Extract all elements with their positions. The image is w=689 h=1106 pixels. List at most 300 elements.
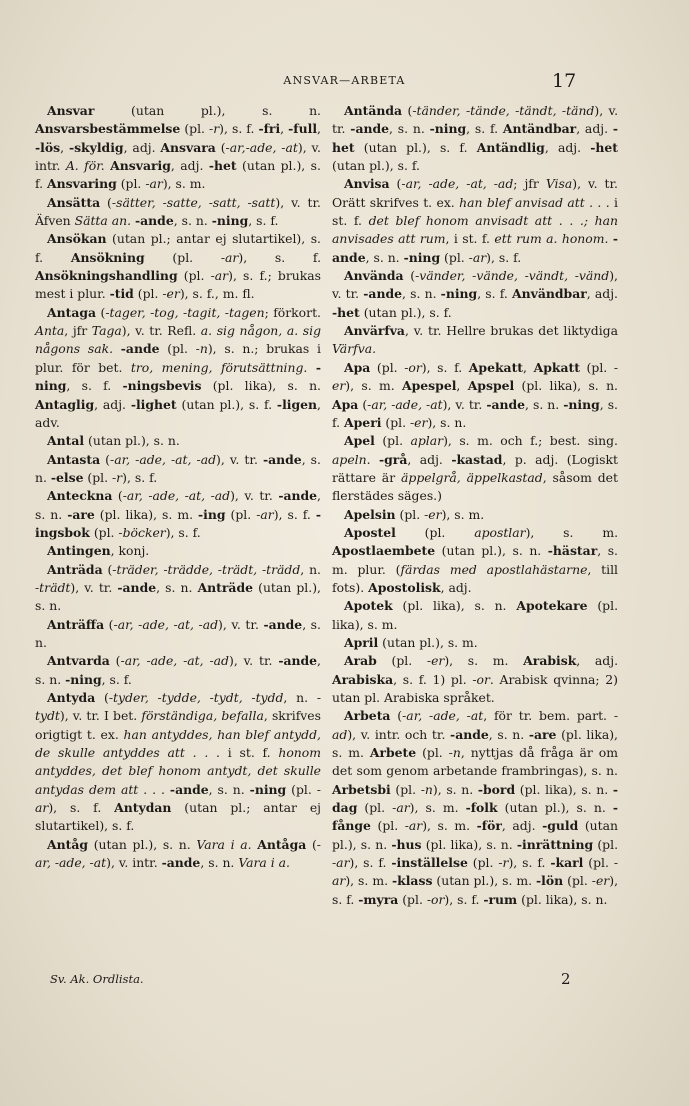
entry-text: ( — [390, 708, 403, 724]
headword: -inrättning — [516, 836, 594, 852]
headword: Antändbar — [502, 121, 577, 137]
headword: -klass — [392, 873, 433, 889]
inflection-text: -ar, -ade, -at, -ad — [120, 653, 229, 669]
entry-text: ( — [215, 139, 226, 155]
entry-text: ), s. f.; brukas mest i plur. — [35, 268, 322, 302]
entry-text: (pl. lika), s. n. — [201, 378, 321, 394]
headword: -ande — [486, 396, 526, 412]
headword: Antåg — [47, 836, 89, 852]
headword: -ing — [198, 506, 226, 522]
dictionary-entry — [332, 175, 618, 267]
entry-text: ), s. f. — [219, 121, 259, 137]
entry-text: , n. — [300, 561, 321, 577]
entry-text: ( — [403, 268, 416, 284]
headword: -are — [67, 506, 95, 522]
inflection-text: Sätta an. — [74, 213, 132, 229]
headword: Arabisk — [523, 653, 577, 669]
headword: Arab — [344, 653, 377, 669]
headword: -ande — [135, 213, 174, 229]
entry-text: , s. n. — [365, 249, 404, 265]
headword: Antaga — [47, 304, 97, 320]
signature-mark: Sv. Ak. Ordlista. — [50, 972, 144, 986]
inflection-text: -ar, -ade, -at, -ad — [110, 451, 217, 467]
headword: Antändlig — [476, 139, 545, 155]
headword: Ansvaring — [47, 176, 117, 192]
headword: Användbar — [512, 286, 587, 302]
headword: Anträffa — [47, 616, 105, 632]
entry-text: i st. f. — [220, 745, 279, 761]
inflection-text: -er — [162, 286, 180, 302]
inflection-text: -ar — [332, 855, 619, 889]
headword: -ligen — [276, 396, 318, 412]
headword: Apa — [344, 359, 371, 375]
inflection-text: Taga — [91, 323, 122, 339]
entry-text: (utan pl.), s. n. — [84, 433, 180, 449]
inflection-text: -ar,-ade, -at — [225, 139, 298, 155]
headword: -ande — [120, 341, 160, 357]
dictionary-entry — [332, 102, 618, 175]
entry-text: , s. f. 1) pl. — [393, 671, 473, 687]
inflection-text: -ar — [404, 818, 423, 834]
entry-text: , s. n. — [200, 855, 239, 871]
headword: Ansökningshandling — [35, 268, 178, 284]
headword: Ansökan — [47, 231, 107, 247]
entry-text: , nyttjas då fråga är om det som genom arbetande frambringas), s. n. — [332, 745, 618, 779]
entry-text: , s. n. — [156, 579, 198, 595]
inflection-text: -ar, -ade, -at — [402, 708, 484, 724]
inflection-text: -er — [426, 653, 445, 669]
entry-text: (utan pl.; antar ej slutartikel), s. f. — [35, 231, 321, 265]
dictionary-entry — [35, 836, 321, 873]
dictionary-entry — [35, 542, 321, 560]
entry-text: ), s. m. — [525, 524, 619, 540]
headword: -ningsbevis — [122, 378, 202, 394]
entry-text: ), s. m. — [409, 800, 466, 816]
entry-text: ), s. m. — [345, 873, 392, 889]
entry-text: (pl. lika), s. n. — [514, 378, 618, 394]
entry-text: (utan pl.), s. n. — [332, 818, 619, 852]
entry-text: (pl. — [357, 800, 393, 816]
headword: Antvarda — [47, 653, 110, 669]
headword: -ning — [35, 359, 321, 394]
headword: Ansvara — [160, 139, 216, 155]
entry-text: ), s. m. — [345, 378, 403, 394]
entry-text: , — [456, 378, 468, 394]
headword: Arbetsbi — [332, 781, 391, 797]
headword: Anträde — [197, 579, 254, 595]
headword: -ning — [65, 671, 102, 687]
entry-text: , adj. — [170, 158, 209, 174]
headword: Anvärfva — [344, 323, 405, 339]
entry-text: (pl. — [177, 268, 211, 284]
entry-text: ), s. f. — [349, 855, 392, 871]
headword: -ande — [161, 855, 201, 871]
entry-text: , adj. — [501, 818, 543, 834]
inflection-text: -r — [209, 121, 220, 137]
headword: -ning — [403, 249, 441, 265]
headword: Anteckna — [47, 488, 113, 504]
headword: -full — [288, 121, 318, 137]
headword: Apekatt — [468, 359, 524, 375]
entry-text: , adj. — [576, 121, 613, 137]
entry-text: , s. n. — [35, 653, 321, 687]
entry-text: (pl. lika), s. m. — [332, 726, 618, 761]
entry-text: ), s. f. — [48, 800, 115, 816]
entry-text: ), v. intr. — [35, 139, 321, 174]
dictionary-entry — [35, 487, 321, 542]
inflection-text: Värfva. — [332, 341, 377, 357]
entry-text: ), s. f., m. fl. — [179, 286, 255, 302]
dictionary-entry — [332, 597, 618, 634]
dictionary-entry — [35, 451, 321, 488]
entry-text: , s. m. plur. ( — [332, 543, 618, 577]
inflection-text: -or — [426, 891, 445, 907]
inflection-text: -ar — [145, 176, 163, 192]
entry-text: (pl. lika), s. m. — [332, 598, 619, 632]
entry-text: ( — [306, 836, 317, 852]
entry-text: ; förkort. — [264, 304, 321, 320]
entry-text: , s. n. — [402, 286, 441, 302]
entry-text: (pl. — [593, 836, 619, 852]
entry-text: ), s. f. — [444, 891, 484, 907]
entry-text: ), v. intr. och tr. — [347, 726, 451, 742]
headword: -ande — [169, 781, 209, 797]
headword: -inställelse — [391, 855, 468, 871]
entry-text: , n. — [283, 690, 317, 705]
headword: -ande — [363, 286, 403, 302]
headword: -ande — [332, 231, 618, 265]
headword: Aperi — [344, 414, 382, 430]
headword: Antända — [344, 103, 403, 118]
headword: Ansätta — [47, 194, 101, 210]
dictionary-entry — [35, 230, 321, 303]
headword: Apotek — [344, 598, 393, 614]
headword: -ning — [249, 781, 287, 797]
entry-text: , v. tr. Hellre brukas det liktydiga — [404, 323, 618, 339]
entry-text: ), s. f. — [486, 249, 522, 265]
entry-text: , för tr. bem. part. — [483, 708, 614, 724]
entry-text: (pl. — [89, 524, 119, 540]
entry-text: , s. n. — [173, 213, 212, 229]
entry-text: (utan pl.; antar ej slutartikel), s. f. — [35, 800, 321, 834]
headword: Arbeta — [344, 708, 391, 724]
headword: -lighet — [130, 396, 177, 412]
inflection-text: tro, mening, förutsättning. — [130, 359, 308, 375]
entry-text: ( — [95, 690, 109, 705]
inflection-text: Visa — [545, 176, 573, 192]
entry-text: , adj. — [586, 286, 618, 302]
inflection-text: -ar — [332, 855, 350, 871]
entry-text: , adj. — [407, 451, 452, 467]
entry-text: , — [317, 121, 321, 137]
headword: Apelsin — [344, 506, 396, 522]
headword: -dag — [332, 781, 618, 816]
entry-text: (utan pl.), s. n. — [94, 103, 321, 118]
dictionary-entry — [332, 267, 618, 322]
entry-text: ( — [96, 304, 106, 320]
headword: -het — [332, 121, 618, 155]
entry-text: ( — [100, 194, 112, 210]
entry-text — [113, 341, 121, 356]
dictionary-entry — [35, 432, 321, 450]
entry-text: (pl. — [370, 818, 405, 834]
inflection-text: -ar — [220, 249, 239, 265]
entry-text: (utan pl.), s. f. — [176, 396, 277, 412]
entry-text: , s. f. — [477, 286, 513, 302]
dictionary-entry — [332, 359, 618, 432]
inflection-text: -böcker — [118, 524, 166, 540]
dictionary-entry — [35, 616, 321, 653]
entry-text: . Arabisk qvinna; 2) utan pl. Arabiska språket. — [332, 671, 618, 705]
dictionary-entry — [332, 634, 618, 652]
entry-text: ; jfr — [513, 176, 546, 192]
entry-text: (pl. — [376, 653, 427, 669]
headword: Apespel — [402, 378, 457, 394]
entry-text: , adj. — [123, 139, 161, 155]
headword: -ning — [429, 121, 467, 137]
inflection-text: han antyddes, han blef antydd, de skulle antyddes att . . . — [35, 726, 321, 761]
headword: Antal — [47, 433, 85, 449]
entry-text: , s. n. — [208, 781, 250, 797]
entry-text: (pl. — [440, 249, 469, 265]
entry-text: , adj. — [94, 396, 131, 412]
headword: -het — [332, 304, 360, 320]
headword: -lös — [35, 139, 61, 155]
inflection-text: -ar — [210, 268, 229, 284]
entry-text: (pl. lika), s. n. — [517, 891, 608, 907]
headword: -ande — [117, 579, 157, 595]
entry-text: (pl. — [159, 341, 196, 357]
headword: -ning — [563, 396, 600, 412]
headword: -myra — [358, 891, 399, 907]
headword: -ande — [278, 653, 318, 669]
entry-text: (pl. lika), s. n. — [421, 836, 517, 852]
entry-text: (pl. lika), s. n. — [392, 598, 517, 614]
entry-text: (utan pl.), s. f. — [354, 139, 477, 155]
entry-text: , konj. — [110, 543, 150, 559]
entry-text: ), s. f. — [421, 359, 469, 375]
headword: Apostlaembete — [332, 543, 436, 559]
entry-text: , s. n. — [488, 726, 529, 742]
inflection-text: -r — [112, 469, 123, 485]
inflection-text: -tager, -tog, -tagit, -tagen — [105, 304, 265, 320]
entry-text: ), v. tr. — [228, 653, 279, 669]
headword: -guld — [542, 818, 579, 834]
inflection-text: äppelgrå, äppelkastad — [401, 469, 543, 485]
headword: Antyda — [47, 690, 96, 705]
entry-text: (pl. lika), s. m. — [94, 506, 199, 522]
headword: -kastad — [451, 451, 503, 467]
headword: -hästar — [547, 543, 598, 559]
headword: Apostolisk — [368, 579, 441, 595]
entry-text: , till fots). — [332, 561, 619, 595]
entry-text: , s. f. — [466, 121, 503, 137]
entry-text: (utan pl.), s. f. — [332, 158, 420, 174]
entry-text: , s. n. — [525, 396, 564, 412]
entry-text: ), s. m. — [422, 818, 477, 834]
entry-text: (pl. lika), s. n. — [515, 781, 613, 797]
headword: -het — [590, 139, 619, 155]
entry-text: , s. f. — [332, 396, 618, 430]
entry-text: (pl. — [398, 891, 427, 907]
dictionary-entry — [332, 652, 618, 707]
headword: -ande — [350, 121, 390, 137]
entry-text: (pl. — [381, 414, 410, 430]
inflection-text: -n — [448, 745, 461, 761]
entry-text: ), s. m. och f.; best. sing. — [443, 433, 618, 449]
headword: -hus — [391, 836, 422, 852]
entry-text: ), s. f. — [332, 873, 619, 907]
headword: -grå — [379, 451, 408, 467]
entry-text: (pl. — [395, 524, 475, 540]
inflection-text: -ar — [392, 800, 410, 816]
headword: Apotekare — [516, 598, 588, 614]
entry-text: ( — [109, 653, 121, 669]
entry-text: i st. f. — [332, 194, 619, 229]
entry-text: , s. f. — [101, 671, 132, 687]
entry-text: (pl. — [144, 249, 221, 265]
headword: -ingsbok — [35, 506, 321, 540]
headword: -else — [50, 469, 84, 485]
inflection-text: a. sig någon, a. sig någons sak. — [35, 323, 322, 357]
headword: -ande — [450, 726, 489, 742]
right-column — [332, 102, 618, 909]
entry-text: (pl. — [583, 855, 614, 871]
entry-text: (pl. — [286, 781, 317, 797]
inflection-text: -ar, -ade, -at, -ad — [113, 616, 219, 632]
headword: Ansvarig — [110, 158, 171, 174]
entry-text: , jfr — [64, 323, 92, 339]
headword: Arbete — [369, 745, 417, 761]
inflection-text: -vänder, -vände, -vändt, -vänd — [415, 268, 610, 284]
entry-text: (utan pl.), s. f. — [359, 304, 452, 320]
dictionary-entry — [35, 194, 321, 231]
inflection-text: han blef anvisad att . . . — [459, 194, 610, 210]
inflection-text: -träder, -trädde, -trädt, -trädd — [112, 561, 301, 577]
entry-text: , såsom det flerstädes säges.) — [332, 469, 618, 504]
entry-text: ), v. tr. — [216, 451, 263, 467]
inflection-text: -or — [404, 359, 422, 375]
entry-text: (utan pl.), s. n. — [35, 579, 321, 614]
entry-text: ( — [402, 103, 413, 118]
inflection-text: honom antyddes, det blef honom antydt, det skulle antydas dem att . . . — [35, 745, 321, 797]
inflection-text: apostlar — [474, 524, 526, 540]
inflection-text: -trädt — [35, 579, 71, 595]
entry-text: ), s. m. — [441, 506, 485, 522]
inflection-text: förständiga, befalla — [141, 708, 264, 724]
headword: -ning — [211, 213, 249, 229]
entry-text: ( — [100, 451, 111, 467]
entry-text: ), s. m. — [444, 653, 524, 669]
entry-text: ), v. tr. Orätt skrifves t. ex. — [332, 176, 618, 210]
inflection-text: -ar, -ade, -at, -ad — [122, 488, 231, 504]
entry-text: (pl. — [83, 469, 112, 485]
entry-text: (utan pl.), s. m. — [432, 873, 537, 889]
dictionary-entry — [35, 689, 321, 836]
entry-text: , — [60, 139, 69, 155]
inflection-text: -tyder, -tydde, -tydt, -tydd — [108, 690, 284, 705]
entry-text: (utan pl.), s. f. — [35, 158, 321, 192]
entry-text: ), s. f. — [122, 469, 158, 485]
entry-text: (pl. — [416, 745, 449, 761]
headword: -fånge — [332, 800, 618, 834]
entry-text: ), v. tr. — [218, 616, 264, 632]
entry-text: (utan pl.), s. n. — [435, 543, 548, 559]
sheet-number: 2 — [561, 970, 571, 988]
headword: Anvisa — [344, 176, 390, 192]
inflection-text: -n — [420, 781, 433, 797]
headword: Apa — [332, 396, 359, 412]
headword: -ning — [440, 286, 478, 302]
headword: Antaglig — [35, 396, 95, 412]
entry-text: ), s. n. — [432, 781, 478, 797]
entry-text: (pl. — [225, 506, 257, 522]
headword: Antydan — [114, 800, 172, 816]
inflection-text: -r — [498, 855, 509, 871]
entry-text: , skrifves origtigt t. ex. — [35, 708, 321, 742]
headword: -ande — [263, 616, 303, 632]
entry-text: , s. n. — [35, 488, 321, 522]
entry-text: , s. n. — [35, 451, 321, 485]
inflection-text: -er — [332, 359, 619, 394]
dictionary-entry — [35, 304, 321, 432]
inflection-text: -ar, -ade, -at — [367, 396, 443, 412]
headword: -folk — [465, 800, 498, 816]
headword: Apspel — [467, 378, 515, 394]
headword: Använda — [344, 268, 404, 284]
entry-text: , — [280, 121, 289, 137]
headword: -tid — [109, 286, 134, 302]
dictionary-entry — [332, 432, 618, 505]
entry-text: (utan pl.), s. m. — [378, 634, 478, 650]
headword: Anträda — [47, 561, 103, 577]
entry-text: ( — [112, 488, 123, 504]
entry-text: ), v. tr. — [332, 103, 619, 137]
headword: Antåga — [257, 836, 307, 852]
inflection-text: -ar — [35, 781, 321, 816]
entry-text: ), s. n. — [427, 414, 467, 430]
headword: -lön — [536, 873, 564, 889]
entry-text: , s. n. — [389, 121, 430, 137]
entry-text: ), s. f. — [508, 855, 551, 871]
entry-text: (pl. — [467, 855, 499, 871]
entry-text: ), s. m. — [162, 176, 206, 192]
inflection-text: -ar — [468, 249, 487, 265]
entry-text: ), s. f. — [273, 506, 316, 522]
entry-text: ( — [102, 561, 113, 577]
inflection-text: -n — [195, 341, 208, 357]
entry-text: (pl. — [390, 781, 421, 797]
entry-text: , — [523, 359, 534, 375]
entry-text: , s. f. — [248, 213, 279, 229]
entry-text: ), v. tr. — [332, 268, 618, 302]
dictionary-entry — [35, 652, 321, 689]
entry-text: , adj. — [544, 139, 591, 155]
inflection-text: -ar, -ade, -at — [35, 836, 321, 871]
running-head: ANSVAR—ARBETA — [283, 74, 406, 87]
entry-text: ( — [104, 616, 114, 632]
headword: -rum — [483, 891, 518, 907]
entry-text: ), v. tr. — [70, 579, 118, 595]
entry-text: , p. adj. (Logiskt rättare är — [332, 451, 618, 485]
headword: Apostel — [344, 524, 396, 540]
inflection-text: -ad — [332, 708, 619, 742]
headword: Ansvarsbestämmelse — [35, 121, 181, 137]
entry-text: ( — [358, 396, 368, 412]
headword: April — [344, 634, 379, 650]
entry-text: , s. n. — [35, 616, 321, 650]
left-column — [35, 102, 321, 872]
